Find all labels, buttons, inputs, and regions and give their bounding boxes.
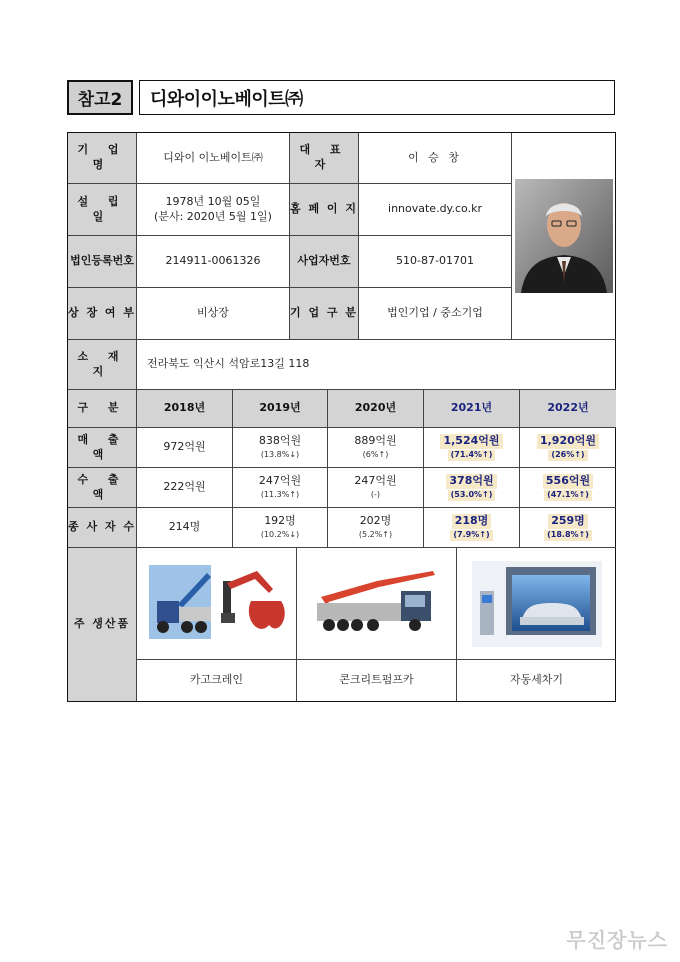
sales-cell <box>328 428 424 468</box>
product-name: 자동세차기 <box>509 673 564 687</box>
ceo-photo <box>515 179 613 293</box>
concrete-pump-image <box>307 561 447 647</box>
employees-cell <box>424 508 520 548</box>
sales-change: (71.4%↑) <box>448 450 496 461</box>
ceo-label: 대 표 자 <box>290 133 359 184</box>
exports-change: (53.0%↑) <box>448 490 496 501</box>
employees-change: (7.9%↑) <box>450 530 492 541</box>
employees-change: (10.2%↓) <box>260 530 300 540</box>
employees-change: (18.8%↑) <box>544 530 592 541</box>
product-image-cell <box>297 548 457 660</box>
car-wash-image <box>472 561 602 647</box>
homepage-value[interactable]: innovate.dy.co.kr <box>359 184 512 236</box>
sales-value: 1,920억원 <box>537 434 599 449</box>
employees-cell <box>233 508 328 548</box>
company-name-label: 기 업 명 <box>68 133 137 184</box>
company-type-label: 기 업 구 분 <box>290 288 359 340</box>
founded-label: 설 립 일 <box>68 184 137 236</box>
address-label: 소 재 지 <box>68 340 137 390</box>
company-name-value: 디와이 이노베이트㈜ <box>137 133 290 184</box>
biz-reg-label: 사업자번호 <box>290 236 359 288</box>
listed-label: 상 장 여 부 <box>68 288 137 340</box>
employees-cell <box>520 508 616 548</box>
listed-value: 비상장 <box>137 288 290 340</box>
exports-cell <box>520 468 616 508</box>
exports-value: 247억원 <box>258 474 302 488</box>
sales-cell <box>520 428 616 468</box>
company-type-value: 법인기업 / 중소기업 <box>359 288 512 340</box>
sales-cell <box>233 428 328 468</box>
year-header: 2019년 <box>233 390 328 428</box>
sales-cell <box>424 428 520 468</box>
company-title: 디와이이노베이트㈜ <box>139 80 615 115</box>
spinoff-date: (분사: 2020년 5월 1일) <box>154 209 272 223</box>
corp-reg-value: 214911-0061326 <box>137 236 290 288</box>
ceo-photo-cell <box>512 133 616 340</box>
company-info-table <box>67 132 616 702</box>
biz-reg-value: 510-87-01701 <box>359 236 512 288</box>
year-header: 2018년 <box>137 390 233 428</box>
exports-change: (11.3%↑) <box>260 490 300 500</box>
exports-value: 556억원 <box>543 474 593 489</box>
employees-cell <box>328 508 424 548</box>
exports-value: 247억원 <box>354 474 397 488</box>
sales-value: 889억원 <box>354 434 397 448</box>
products-label: 주 생산품 <box>68 548 137 701</box>
product-name: 콘크리트펌프카 <box>297 660 457 701</box>
exports-value: 378억원 <box>446 474 496 489</box>
employees-label: 종 사 자 수 <box>68 508 137 548</box>
finance-header-label: 구 분 <box>68 390 137 428</box>
homepage-label: 홈 페 이 지 <box>290 184 359 236</box>
employees-change: (5.2%↑) <box>358 530 393 540</box>
employees-value: 192명 <box>264 514 296 528</box>
founded-value <box>137 184 290 236</box>
ceo-value: 이 승 창 <box>359 133 512 184</box>
exports-cell <box>328 468 424 508</box>
product-name: 카고크레인 <box>137 660 297 701</box>
exports-label: 수 출 액 <box>68 468 137 508</box>
employees-value: 202명 <box>359 514 392 528</box>
employees-value: 259명 <box>548 514 588 529</box>
product-image-cell <box>137 548 297 660</box>
corp-reg-label: 법인등록번호 <box>68 236 137 288</box>
exports-change: (-) <box>370 490 381 500</box>
sales-value: 972억원 <box>137 428 233 468</box>
exports-cell <box>424 468 520 508</box>
exports-cell <box>233 468 328 508</box>
founded-date: 1978년 10월 05일 <box>165 194 261 208</box>
exports-change: (47.1%↑) <box>544 490 592 501</box>
exports-value: 222억원 <box>137 468 233 508</box>
reference-tag: 참고2 <box>67 80 133 115</box>
year-header: 2022년 <box>520 390 616 428</box>
year-header: 2020년 <box>328 390 424 428</box>
sales-value: 1,524억원 <box>440 434 502 449</box>
sales-change: (6%↑) <box>362 450 389 460</box>
address-value: 전라북도 익산시 석암로13길 118 <box>137 340 616 390</box>
sales-change: (26%↑) <box>548 450 587 461</box>
title-row <box>67 80 615 115</box>
product-image-cell <box>457 548 616 660</box>
sales-label: 매 출 액 <box>68 428 137 468</box>
employees-value: 214명 <box>137 508 233 548</box>
employees-value: 218명 <box>452 514 492 529</box>
cargo-crane-image <box>147 561 287 647</box>
watermark-logo: 무진장뉴스 <box>566 928 668 952</box>
year-header: 2021년 <box>424 390 520 428</box>
sales-value: 838억원 <box>258 434 302 448</box>
sales-change: (13.8%↓) <box>260 450 300 460</box>
